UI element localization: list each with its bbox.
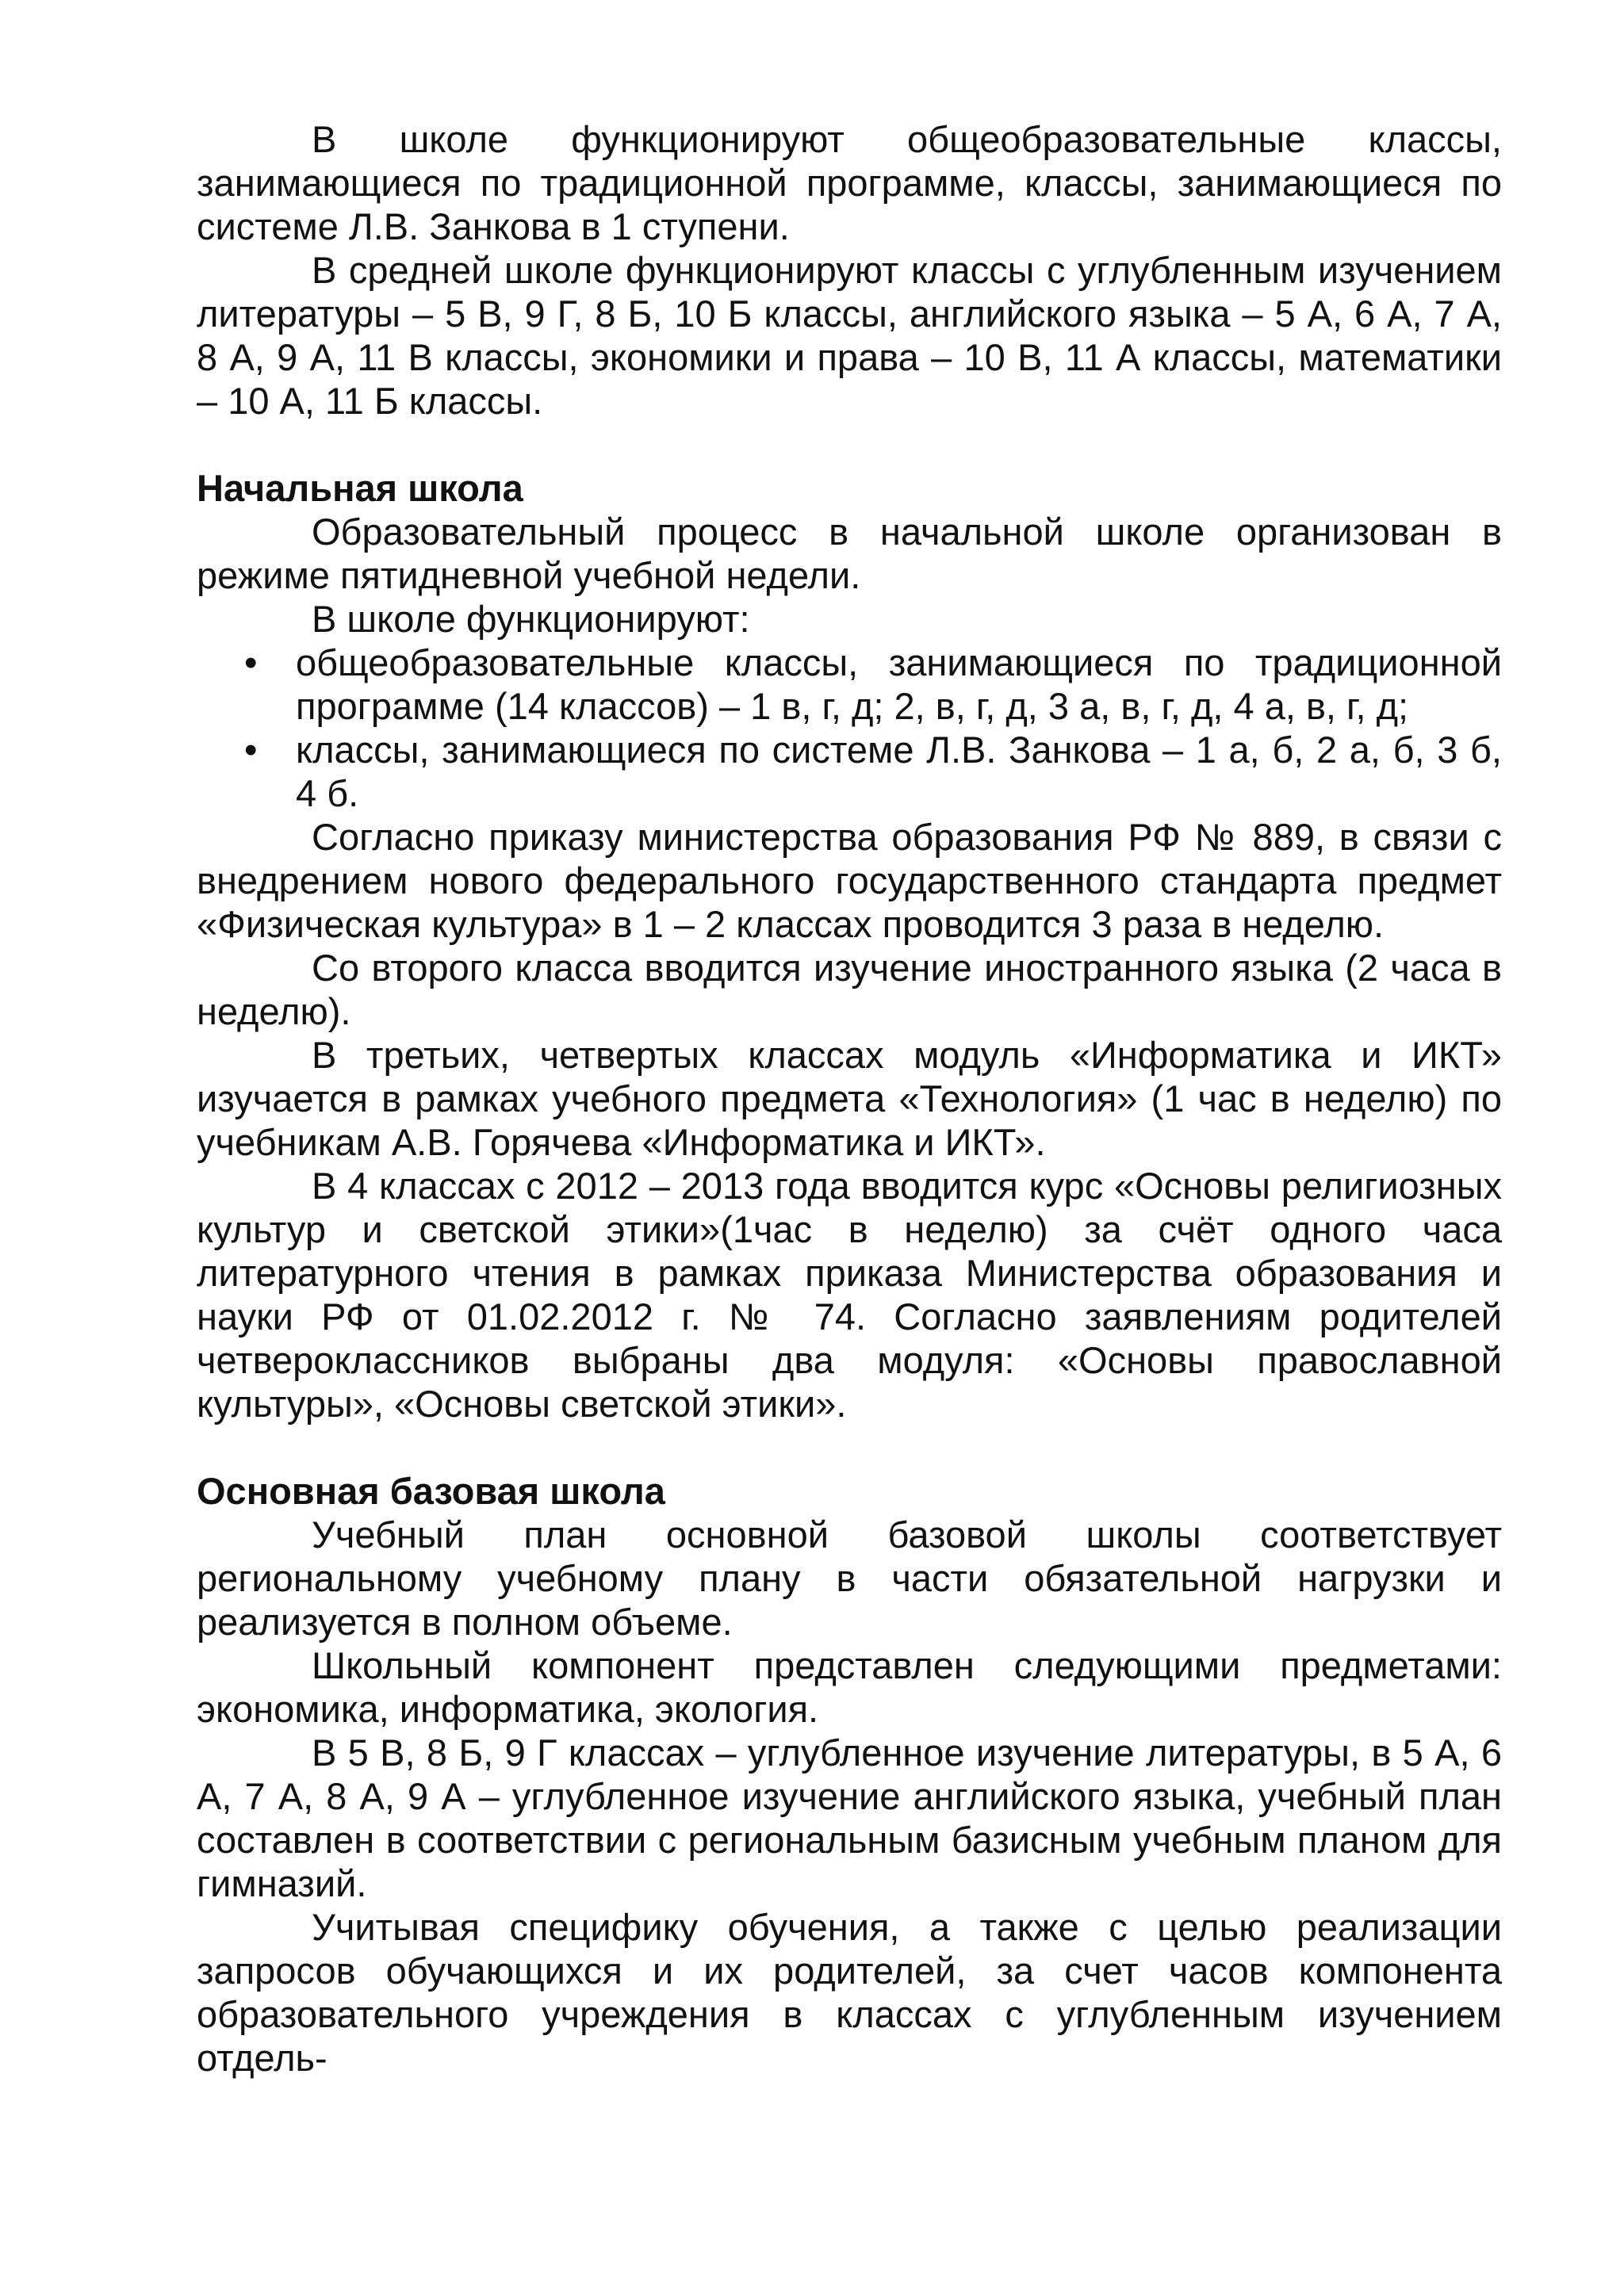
primary-class-list [197,641,1502,815]
list-item-text: классы, занимающиеся по системе Л.В. Занкова – 1 а, б, 2 а, б, 3 б, 4 б. [296,729,1502,814]
primary-paragraph-6: В 4 классах с 2012 – 2013 года вводится курс «Основы религиозных культур и светской этики»(1час в неделю) за счёт одного часа литературного чтения в рамках приказа Министерства образования и науки РФ от 01.02.2012 г. № 74. Согласно заявлениям родителей четвероклассников выбраны два модуля: «Основы православной культуры», «Основы светской этики». [197,1165,1502,1425]
intro-paragraph-2: В средней школе функционируют классы с углубленным изучением литературы – 5 В, 9 Г, 8 Б, 10 Б классы, английского языка – 5 А, 6 А, 7 А, 8 А, 9 А, 11 В классы, экономики и права – 10 В, 11 А классы, математики – 10 А, 11 Б классы. [197,249,1502,422]
section-spacer [197,423,1502,466]
primary-paragraph-3: Согласно приказу министерства образования РФ № 889, в связи с внедрением нового федерального государственного стандарта предмет «Физическая культура» в 1 – 2 классах проводится 3 раза в неделю. [197,816,1502,945]
primary-paragraph-4: Со второго класса вводится изучение иностранного языка (2 часа в неделю). [197,947,1502,1032]
section-heading-basic: Основная базовая школа [197,1470,665,1512]
basic-paragraph-1: Учебный план основной базовой школы соответствует региональному учебному плану в части обязательной нагрузки и реализуется в полном объеме. [197,1513,1502,1643]
list-item [197,728,1502,815]
intro-paragraph-1: В школе функционируют общеобразовательные классы, занимающиеся по традиционной программе, классы, занимающиеся по системе Л.В. Занкова в 1 ступени. [197,118,1502,247]
section-heading-primary: Начальная школа [197,467,523,509]
primary-paragraph-2: В школе функционируют: [312,598,750,640]
basic-paragraph-3: В 5 В, 8 Б, 9 Г классах – углубленное изучение литературы, в 5 А, 6 А, 7 А, 8 А, 9 А – углубленное изучение английского языка, учебный план составлен в соответствии с региональным базисным учебным планом для гимназий. [197,1732,1502,1904]
bullet-icon: • [244,641,258,683]
primary-paragraph-1: Образовательный процесс в начальной школе организован в режиме пятидневной учебной недели. [197,511,1502,596]
primary-paragraph-5: В третьих, четвертых классах модуль «Информатика и ИКТ» изучается в рамках учебного предмета «Технология» (1 час в неделю) по учебникам А.В. Горячева «Информатика и ИКТ». [197,1034,1502,1163]
list-item [197,641,1502,728]
basic-paragraph-4: Учитывая специфику обучения, а также с целью реализации запросов обучающихся и их родителей, за счет часов компонента образовательного учреждения в классах с углубленным изучением отдель- [197,1906,1502,2079]
document-page [197,117,1502,2080]
basic-paragraph-2: Школьный компонент представлен следующими предметами: экономика, информатика, экология. [197,1644,1502,1730]
bullet-icon: • [244,729,258,771]
list-item-text: общеобразовательные классы, занимающиеся по традиционной программе (14 классов) – 1 в, г, д; 2, в, г, д, 3 а, в, г, д, 4 а, в, г, д; [296,641,1502,727]
section-spacer [197,1425,1502,1469]
